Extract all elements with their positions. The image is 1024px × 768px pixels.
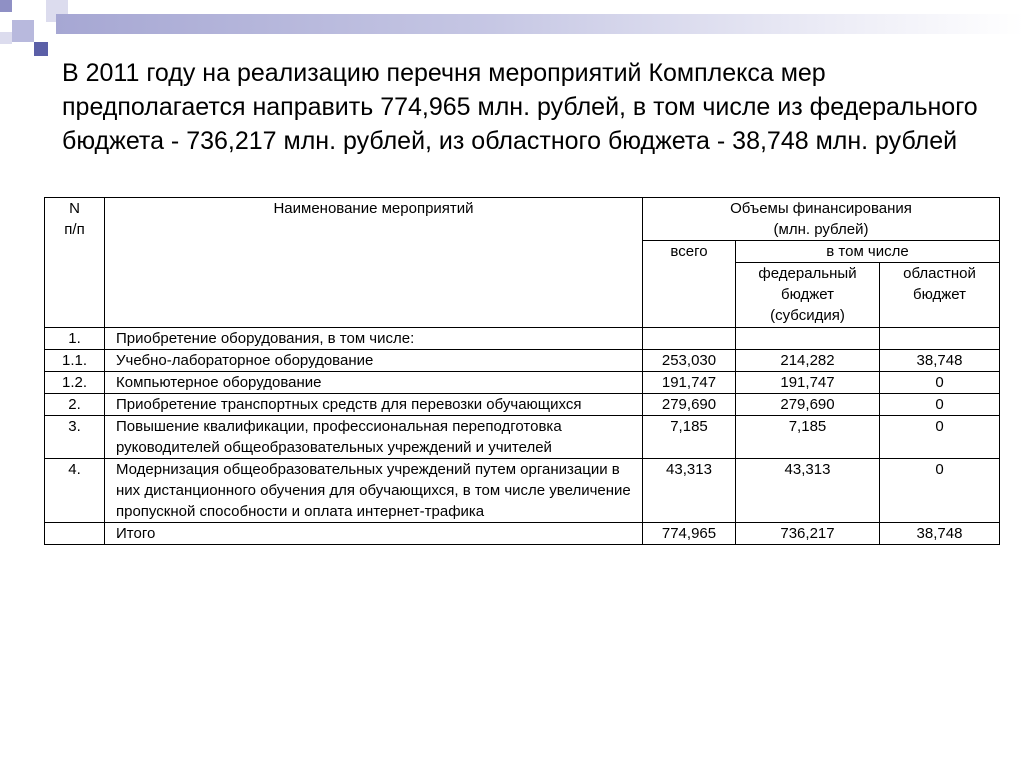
row-total: 43,313 [643,459,736,523]
header-federal-line2: бюджет [780,286,834,303]
row-name: Компьютерное оборудование [105,372,643,394]
decor-square [0,0,12,12]
row-federal: 214,282 [736,350,880,372]
row-regional: 0 [880,372,1000,394]
row-regional: 0 [880,416,1000,459]
row-regional: 0 [880,394,1000,416]
row-name: Учебно-лабораторное оборудование [105,350,643,372]
table-row [45,459,1000,523]
header-name: Наименование мероприятий [105,198,643,328]
header-regional [880,263,1000,328]
row-name: Приобретение оборудования, в том числе: [105,328,643,350]
header-gradient-bar [56,14,1024,34]
row-federal: 191,747 [736,372,880,394]
table-row [45,328,1000,350]
row-total: 191,747 [643,372,736,394]
row-total: 253,030 [643,350,736,372]
intro-paragraph: В 2011 году на реализацию перечня мероприятий Комплекса мер предполагается направить 774,965 млн. рублей, в том числе из федерального бюджета - 736,217 млн. рублей, из областного бюджета - 38,748 млн. рублей [62,59,978,155]
header-funding-line2: (млн. рублей) [773,221,869,238]
header-number-line2: п/п [64,221,85,238]
table-row [45,372,1000,394]
row-federal: 7,185 [736,416,880,459]
row-number: 2. [45,394,105,416]
header-federal [736,263,880,328]
row-federal: 43,313 [736,459,880,523]
table-row-total [45,523,1000,545]
row-number: 3. [45,416,105,459]
row-total [643,328,736,350]
header-federal-line1: федеральный [758,265,857,282]
row-name: Модернизация общеобразовательных учреждений путем организации в них дистанционного обучения для обучающихся, в том числе увеличение пропускной способности и оплата интернет-трафика [105,459,643,523]
row-total: 774,965 [643,523,736,545]
row-federal [736,328,880,350]
row-regional: 0 [880,459,1000,523]
row-regional: 38,748 [880,523,1000,545]
row-name: Приобретение транспортных средств для перевозки обучающихся [105,394,643,416]
header-number-line1: N [69,200,80,217]
row-regional: 38,748 [880,350,1000,372]
row-number: 1.2. [45,372,105,394]
funding-table [44,197,1000,545]
decor-square [0,32,12,44]
row-name: Итого [105,523,643,545]
row-regional [880,328,1000,350]
header-number [45,198,105,328]
table-row [45,394,1000,416]
row-federal: 736,217 [736,523,880,545]
table-row [45,350,1000,372]
decor-square [12,20,34,42]
header-funding [643,198,1000,241]
row-total: 279,690 [643,394,736,416]
row-number: 1. [45,328,105,350]
row-name: Повышение квалификации, профессиональная переподготовка руководителей общеобразовательных учреждений и учителей [105,416,643,459]
header-regional-line2: бюджет [912,286,966,303]
header-funding-line1: Объемы финансирования [730,200,912,217]
decor-square [34,42,48,56]
row-federal: 279,690 [736,394,880,416]
row-total: 7,185 [643,416,736,459]
row-number [45,523,105,545]
header-regional-line1: областной [903,265,976,282]
header-including: в том числе [736,241,1000,263]
table-row [45,416,1000,459]
header-total: всего [643,241,736,328]
header-federal-line3: (субсидия) [770,307,845,324]
row-number: 1.1. [45,350,105,372]
row-number: 4. [45,459,105,523]
